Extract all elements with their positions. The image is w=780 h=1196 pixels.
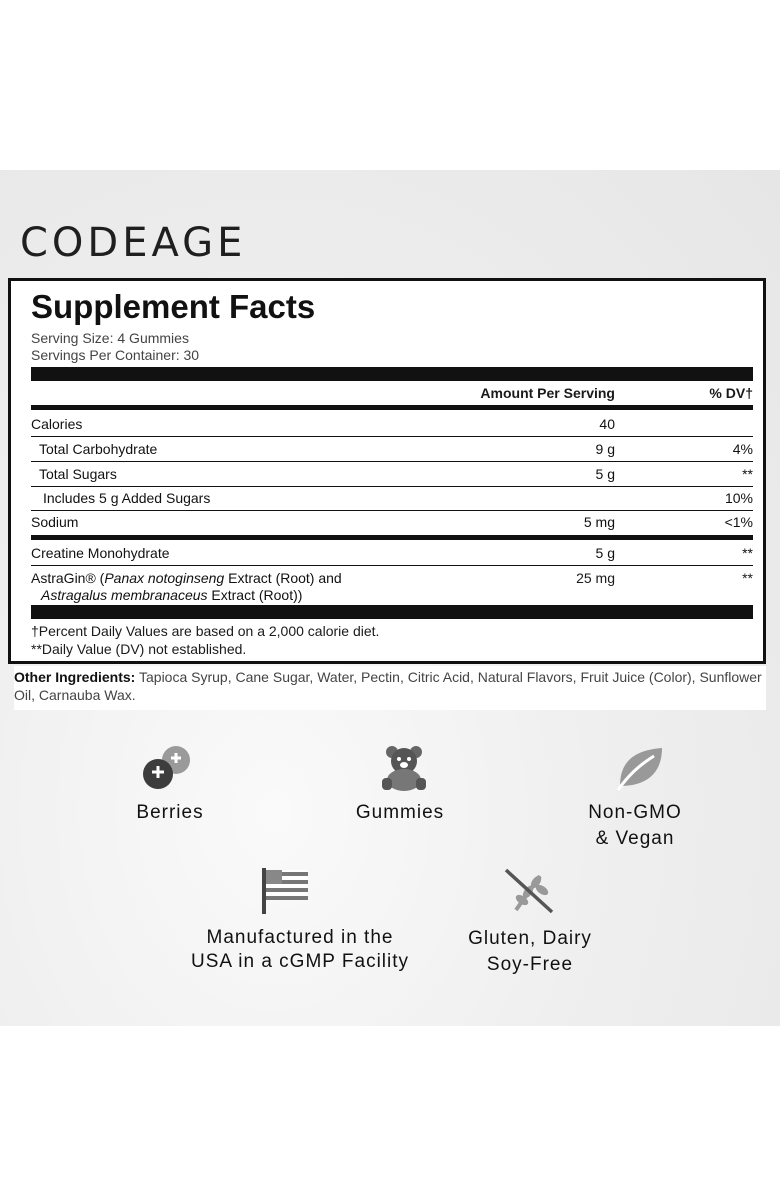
row-dv: 4% — [732, 441, 753, 457]
row-label: Calories — [31, 416, 83, 432]
feature-label: Manufactured in the — [206, 927, 394, 948]
feature-label: Non-GMO — [588, 802, 682, 823]
row-divider — [31, 461, 753, 462]
feature-allergen-free — [440, 926, 620, 978]
other-ingredients-text: Tapioca Syrup, Cane Sugar, Water, Pectin, Citric Acid, Natural Flavors, Fruit Juice (Color), Sunflower Oil, Carnauba Wax. — [14, 669, 762, 703]
row-dv: ** — [742, 545, 753, 561]
feature-label: & Vegan — [595, 828, 675, 849]
row-label: Sodium — [31, 514, 79, 530]
header-divider — [31, 405, 753, 410]
feature-label: Soy-Free — [486, 954, 574, 975]
astragin-label — [31, 570, 342, 604]
astragin-text: Extract (Root) and — [224, 570, 342, 586]
row-divider — [31, 510, 753, 511]
berries-icon — [140, 744, 194, 792]
facts-title: Supplement Facts — [31, 288, 316, 325]
feature-gummies — [310, 800, 490, 826]
row-divider — [31, 436, 753, 437]
astragin-italic: Astragalus membranaceus — [41, 587, 208, 603]
thick-divider — [31, 367, 753, 381]
feature-non-gmo-vegan — [555, 800, 715, 852]
leaf-icon — [614, 744, 666, 792]
row-amount: 5 mg — [583, 514, 615, 530]
row-amount: 5 g — [595, 545, 615, 561]
feature-label: Gummies — [355, 802, 445, 823]
row-label: Total Carbohydrate — [39, 441, 158, 457]
amount-header: Amount Per Serving — [480, 385, 615, 401]
row-label: Includes 5 g Added Sugars — [43, 490, 211, 506]
footnote-dv: †Percent Daily Values are based on a 2,000 calorie diet. — [31, 623, 380, 639]
brand-logo: CODEAGE — [20, 220, 247, 266]
serving-size: Serving Size: 4 Gummies — [31, 330, 189, 346]
astragin-text: AstraGin® ( — [31, 570, 105, 586]
feature-manufactured-usa — [160, 926, 440, 974]
feature-label: Gluten, Dairy — [468, 928, 592, 949]
other-ingredients-label: Other Ingredients: — [14, 669, 136, 685]
row-amount: 25 mg — [576, 570, 615, 586]
footnote-not-established: **Daily Value (DV) not established. — [31, 641, 247, 657]
servings-per-container: Servings Per Container: 30 — [31, 347, 200, 363]
dv-header: % DV† — [709, 385, 753, 401]
supplement-facts-panel — [8, 278, 766, 664]
row-divider — [31, 486, 753, 487]
feature-label: Berries — [136, 802, 204, 823]
astragin-italic: Panax notoginseng — [104, 570, 225, 586]
feature-berries — [90, 800, 250, 826]
row-dv: 10% — [724, 490, 753, 506]
us-flag-icon — [260, 866, 310, 916]
row-divider — [31, 565, 753, 566]
other-ingredients — [14, 666, 766, 710]
astragin-text: Extract (Root)) — [207, 587, 303, 603]
row-label: Total Sugars — [39, 466, 117, 482]
row-dv: ** — [742, 466, 753, 482]
thick-divider — [31, 605, 753, 619]
row-amount: 5 g — [595, 466, 615, 482]
row-dv: ** — [742, 570, 753, 586]
row-dv: <1% — [724, 514, 753, 530]
row-amount: 9 g — [595, 441, 615, 457]
feature-label: USA in a cGMP Facility — [190, 951, 410, 972]
no-gluten-icon — [502, 866, 556, 916]
row-amount: 40 — [599, 416, 615, 432]
section-divider — [31, 535, 753, 540]
gummy-bear-icon — [380, 744, 428, 792]
row-label: Creatine Monohydrate — [31, 545, 170, 561]
